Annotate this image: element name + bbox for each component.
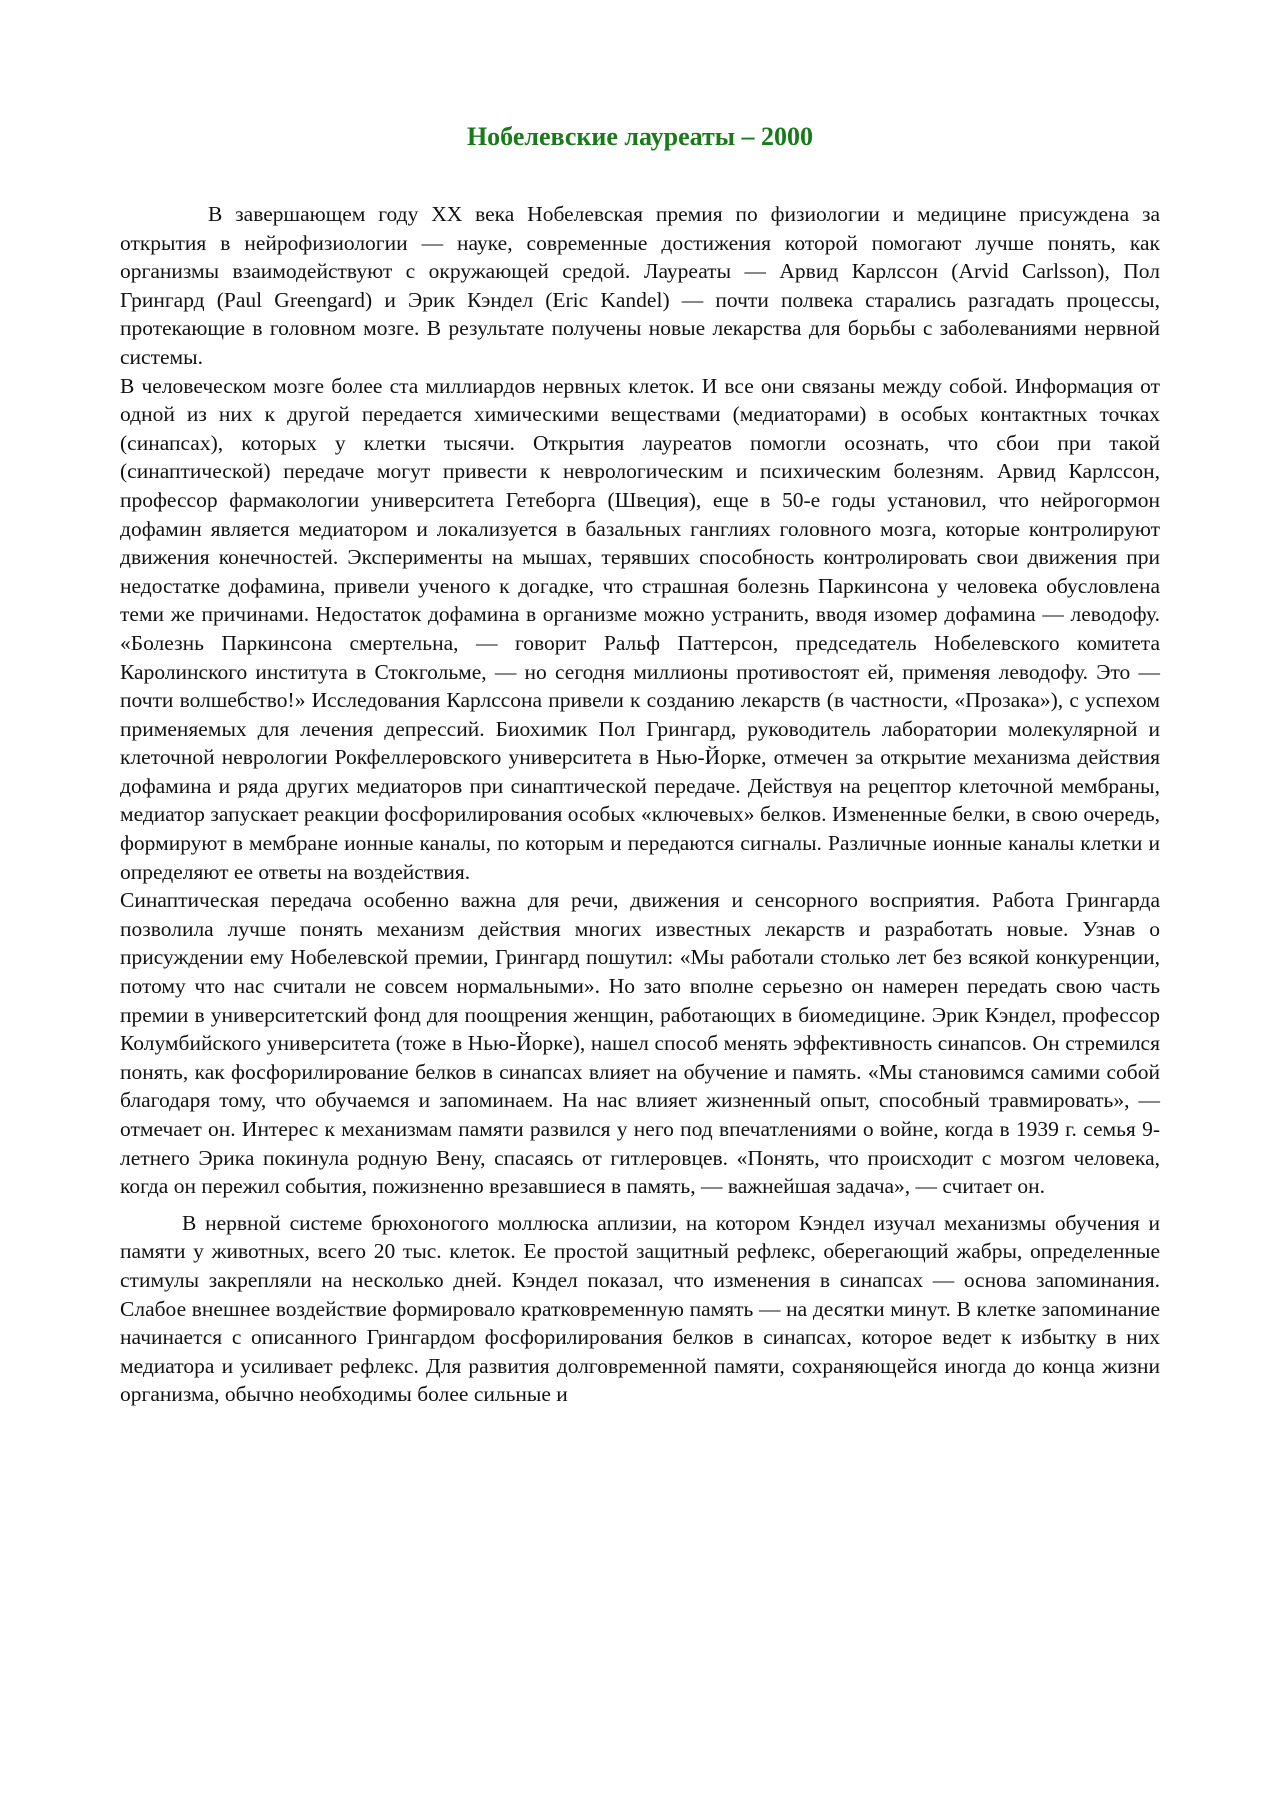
paragraph-carlsson: В человеческом мозге более ста миллиардов нервных клеток. И все они связаны между собой. Информация от одной из них к другой передается химическими веществами (медиаторами) в особых контактных точках (синапсах), которых у клетки тысячи. Открытия лауреатов помогли осознать, что сбои при такой (синаптической) передаче могут привести к неврологическим и психическим болезням. Арвид Карлссон, профессор фармакологии университета Гетеборга (Швеция), еще в 50-е годы установил, что нейрогормон дофамин является медиатором и локализуется в базальных ганглиях головного мозга, которые контролируют движения конечностей. Эксперименты на мышах, терявших способность контролировать свои движения при недостатке дофамина, привели ученого к догадке, что страшная болезнь Паркинсона у человека обусловлена теми же причинами. Недостаток дофамина в организме можно устранить, вводя изомер дофамина — леводофу. «Болезнь Паркинсона смертельна, — говорит Ральф Паттерсон, председатель Нобелевского комитета Каролинского института в Стокгольме, — но сегодня миллионы противостоят ей, применяя леводофу. Это — почти волшебство!» Исследования Карлссона привели к созданию лекарств (в частности, «Прозака»), с успехом применяемых для лечения депрессий. Биохимик Пол Грингард, руководитель лаборатории молекулярной и клеточной неврологии Рокфеллеровского университета в Нью-Йорке, отмечен за открытие механизма действия дофамина и ряда других медиаторов при синаптической передаче. Действуя на рецептор клеточной мембраны, медиатор запускает реакции фосфорилирования особых «ключевых» белков. Измененные белки, в свою очередь, формируют в мембране ионные каналы, по которым и передаются сигналы. Различные ионные каналы клетки и определяют ее ответы на воздействия.: [120, 373, 1160, 884]
page-title: Нобелевские лауреаты – 2000: [466, 122, 814, 151]
paragraph-aplysia: В нервной системе брюхоногого моллюска аплизии, на котором Кэндел изучал механизмы обучения и памяти у животных, всего 20 тыс. клеток. Ее простой защитный рефлекс, оберегающий жабры, определенные стимулы закрепляли на несколько дней. Кэндел показал, что изменения в синапсах — основа запоминания. Слабое внешнее воздействие формировало кратковременную память — на десятки минут. В клетке запоминание начинается с описанного Грингардом фосфорилирования белков в синапсах, которое ведет к избытку в них медиатора и усиливает рефлекс. Для развития долговременной памяти, сохраняющейся иногда до конца жизни организма, обычно необходимы более сильные и: [120, 1210, 1160, 1407]
paragraph-intro: В завершающем году XX века Нобелевская премия по физиологии и медицине присуждена за открытия в нейрофизиологии — науке, современные достижения которой помогают лучше понять, как организмы взаимодействуют с окружающей средой. Лауреаты — Арвид Карлссон (Arvid Carlsson), Пол Грингард (Paul Greengard) и Эрик Кэндел (Eric Kandel) — почти полвека старались разгадать процессы, протекающие в головном мозге. В результате получены новые лекарства для борьбы с заболеваниями нервной системы.: [120, 202, 1160, 369]
article-body: [120, 200, 1160, 1409]
paragraph-greengard-kandel: Синаптическая передача особенно важна для речи, движения и сенсорного восприятия. Работа Грингарда позволила лучше понять механизм действия многих известных лекарств и разработать новые. Узнав о присуждении ему Нобелевской премии, Грингард пошутил: «Мы работали столько лет без всякой конкуренции, потому что нас считали не совсем нормальными». Но зато вполне серьезно он намерен передать свою часть премии в университетский фонд для поощрения женщин, работающих в биомедицине. Эрик Кэндел, профессор Колумбийского университета (тоже в Нью-Йорке), нашел способ менять эффективность синапсов. Он стремился понять, как фосфорилирование белков в синапсах влияет на обучение и память. «Мы становимся самими собой благодаря тому, что обучаемся и запоминаем. На нас влияет жизненный опыт, способный травмировать», — отмечает он. Интерес к механизмам памяти развился у него под впечатлениями о войне, когда в 1939 г. семья 9-летнего Эрика покинула родную Вену, спасаясь от гитлеровцев. «Понять, что происходит с мозгом человека, когда он пережил события, пожизненно врезавшиеся в память, — важнейшая задача», — считает он.: [120, 888, 1160, 1199]
